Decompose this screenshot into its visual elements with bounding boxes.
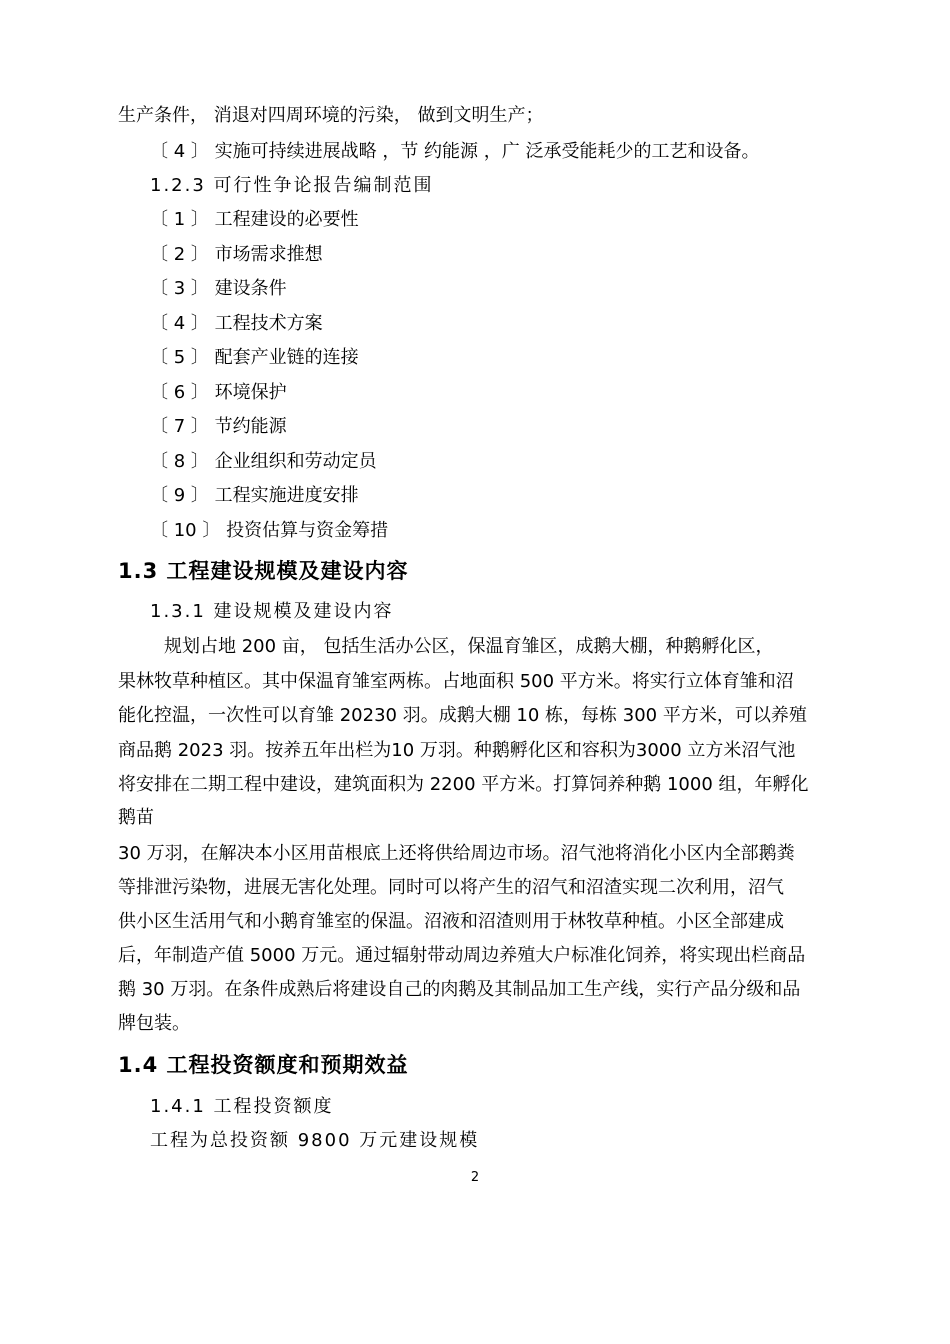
list-item: 〔 2 〕 市场需求推想 (150, 244, 323, 265)
list-item: 〔 10 〕 投资估算与资金筹措 (150, 520, 389, 541)
paragraph-line: 将安排在二期工程中建设，建筑面积为 2200 平方米。打算饲养种鹅 1000 组，年孵化 (118, 774, 809, 795)
heading-1-4: 1.4 工程投资额度和预期效益 (118, 1053, 409, 1077)
investment-line: 工程为总投资额 9800 万元建设规模 (150, 1130, 480, 1151)
list-item: 〔 8 〕 企业组织和劳动定员 (150, 451, 377, 472)
paragraph-line: 鹅苗 (118, 807, 154, 828)
paragraph-line: 30 万羽，在解决本小区用苗根底上还将供给周边市场。沼气池将消化小区内全部鹅粪 (118, 843, 795, 864)
list-item: 〔 5 〕 配套产业链的连接 (150, 347, 359, 368)
section-1-3-1-title: 1.3.1 建设规模及建设内容 (150, 601, 394, 622)
section-1-2-3-title: 1.2.3 可行性争论报告编制范围 (150, 175, 434, 196)
list-item: 〔 7 〕 节约能源 (150, 416, 287, 437)
paragraph-line: 规划占地 200 亩， 包括生活办公区，保温育雏区，成鹅大棚，种鹅孵化区， (164, 636, 774, 657)
paragraph-line: 商品鹅 2023 羽。按养五年出栏为10 万羽。种鹅孵化区和容积为3000 立方米沼气池 (118, 740, 796, 761)
list-item: 〔 1 〕 工程建设的必要性 (150, 209, 359, 230)
list-item: 〔 6 〕 环境保护 (150, 382, 287, 403)
paragraph-line: 等排泄污染物，进展无害化处理。同时可以将产生的沼气和沼渣实现二次利用，沼气 (118, 877, 784, 898)
list-item: 〔 4 〕 工程技术方案 (150, 313, 323, 334)
paragraph-line: 供小区生活用气和小鹅育雏室的保温。沼液和沼渣则用于林牧草种植。小区全部建成 (118, 911, 784, 932)
section-1-4-1-title: 1.4.1 工程投资额度 (150, 1096, 334, 1117)
heading-1-3: 1.3 工程建设规模及建设内容 (118, 559, 409, 583)
intro-line: 生产条件， 消退对四周环境的污染， 做到文明生产； (118, 105, 544, 126)
paragraph-line: 果林牧草种植区。其中保温育雏室两栋。占地面积 500 平方米。将实行立体育雏和沼 (118, 671, 794, 692)
list-item: 〔 9 〕 工程实施进度安排 (150, 485, 359, 506)
page-number: 2 (470, 1170, 480, 1185)
paragraph-line: 能化控温，一次性可以育雏 20230 羽。成鹅大棚 10 栋，每栋 300 平方米，可以养殖 (118, 705, 807, 726)
paragraph-line: 牌包装。 (118, 1013, 190, 1034)
paragraph-line: 鹅 30 万羽。在条件成熟后将建设自己的肉鹅及其制品加工生产线，实行产品分级和品 (118, 979, 801, 1000)
paragraph-line: 后，年制造产值 5000 万元。通过辐射带动周边养殖大户标准化饲养，将实现出栏商品 (118, 945, 806, 966)
list-item: 〔 3 〕 建设条件 (150, 278, 287, 299)
item-4-line: 〔 4 〕 实施可持续进展战略 ，节 约能源 ，广 泛承受能耗少的工艺和设备。 (150, 141, 760, 162)
